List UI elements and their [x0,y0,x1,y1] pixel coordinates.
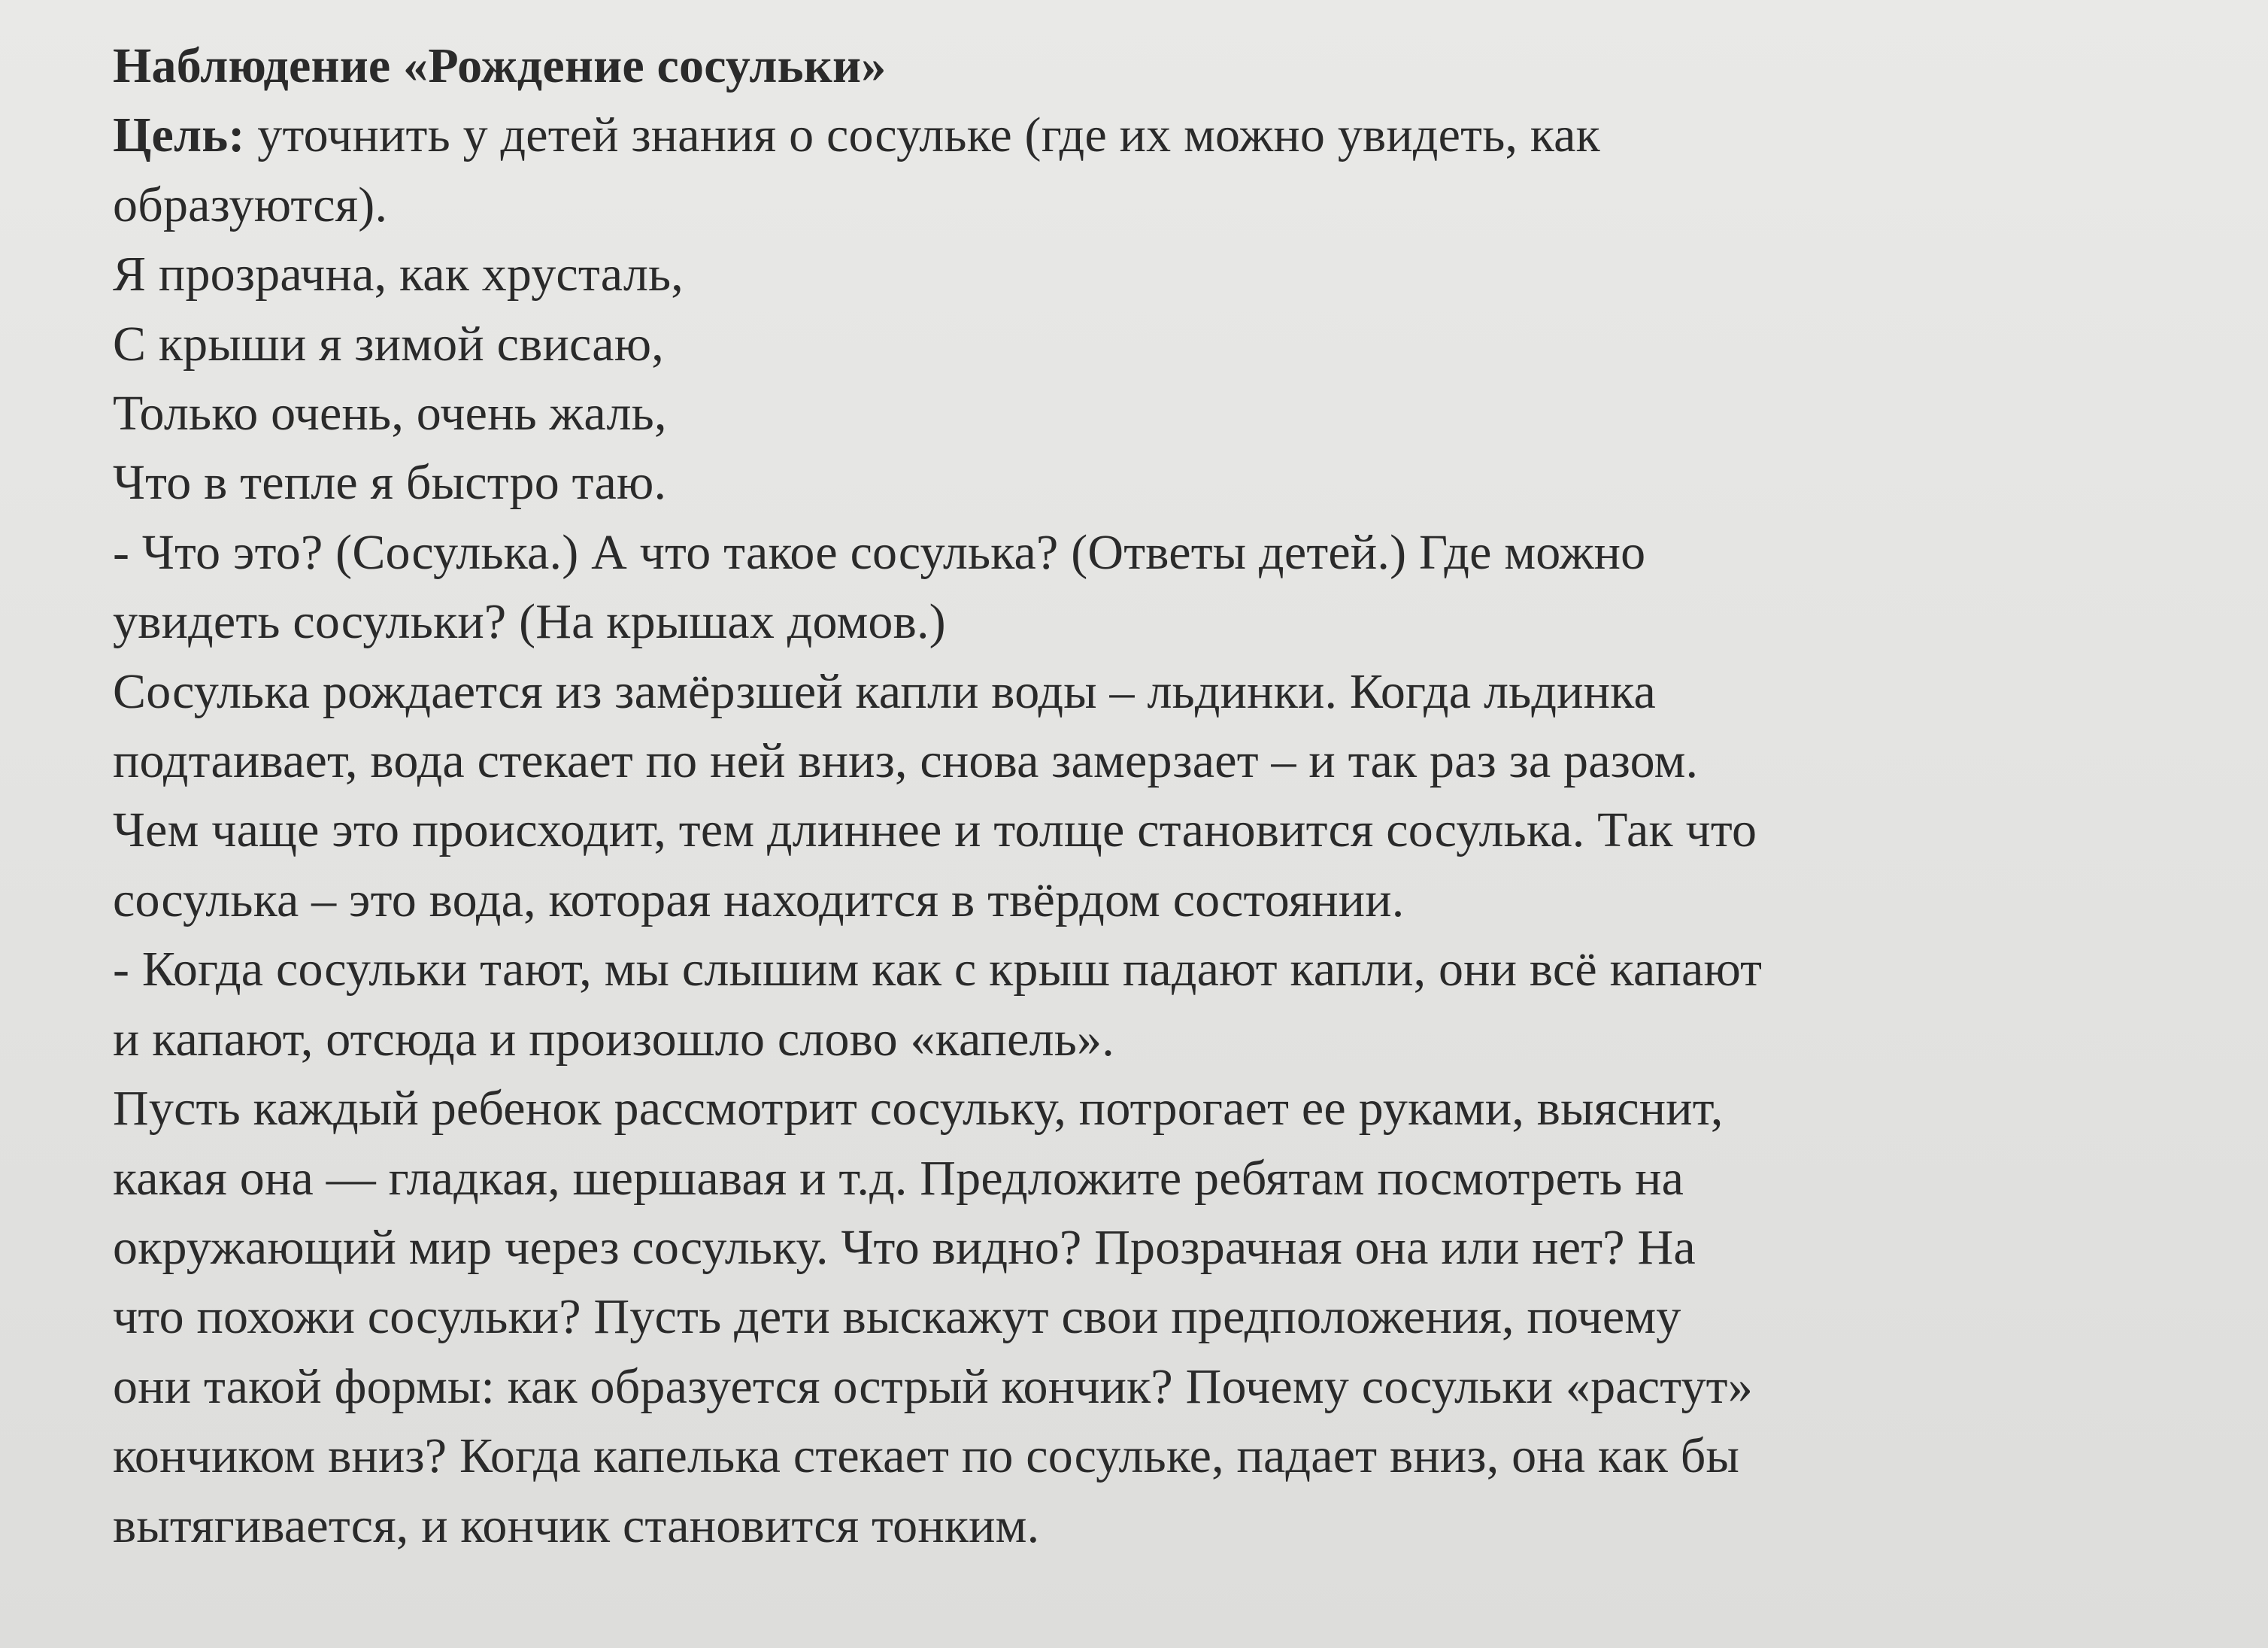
poem-line: Я прозрачна, как хрусталь, [113,247,684,302]
dialogue-line: - Что это? (Сосулька.) А что такое сосулька? (Ответы детей.) Где можно [113,524,1646,580]
paragraph-line: окружающий мир через сосульку. Что видно? Прозрачная она или нет? На [113,1219,1696,1275]
poem-line: Только очень, очень жаль, [113,386,667,442]
paragraph-line: Пусть каждый ребенок рассмотрит сосульку, потрогает ее руками, выяснит, [113,1081,1724,1137]
paragraph-line: они такой формы: как образуется острый кончик? Почему сосульки «растут» [113,1358,1753,1414]
goal-text: уточнить у детей знания о сосульке (где их можно увидеть, как [244,108,1600,163]
goal-text-continued: образуются). [113,177,388,232]
poem-line: Что в тепле я быстро таю. [113,455,667,511]
dialogue-line: - Когда сосульки тают, мы слышим как с крыш падают капли, они всё капают [113,942,1763,997]
dialogue-line: увидеть сосульки? (На крышах домов.) [113,594,946,650]
goal-label: Цель: [113,108,245,163]
document-text [113,32,2211,1561]
goal-line [113,101,2211,170]
paragraph-line: вытягивается, и кончик становится тонким. [113,1498,1040,1553]
document-title: Наблюдение «Рождение сосульки» [113,38,887,93]
paragraph-line: какая она — гладкая, шершавая и т.д. Предложите ребятам посмотреть на [113,1150,1684,1206]
paragraph-line: Сосулька рождается из замёрзшей капли воды – льдинки. Когда льдинка [113,663,1656,719]
dialogue-line: и капают, отсюда и произошло слово «капель». [113,1011,1114,1067]
poem-line: С крыши я зимой свисаю, [113,316,664,372]
paragraph-line: сосулька – это вода, которая находится в твёрдом состоянии. [113,872,1405,927]
paragraph-line: что похожи сосульки? Пусть дети выскажут свои предположения, почему [113,1289,1681,1345]
paragraph-line: подтаивает, вода стекает по ней вниз, снова замерзает – и так раз за разом. [113,733,1699,789]
paragraph-line: кончиком вниз? Когда капелька стекает по сосульке, падает вниз, она как бы [113,1428,1740,1484]
paragraph-line: Чем чаще это происходит, тем длиннее и толще становится сосулька. Так что [113,803,1757,858]
